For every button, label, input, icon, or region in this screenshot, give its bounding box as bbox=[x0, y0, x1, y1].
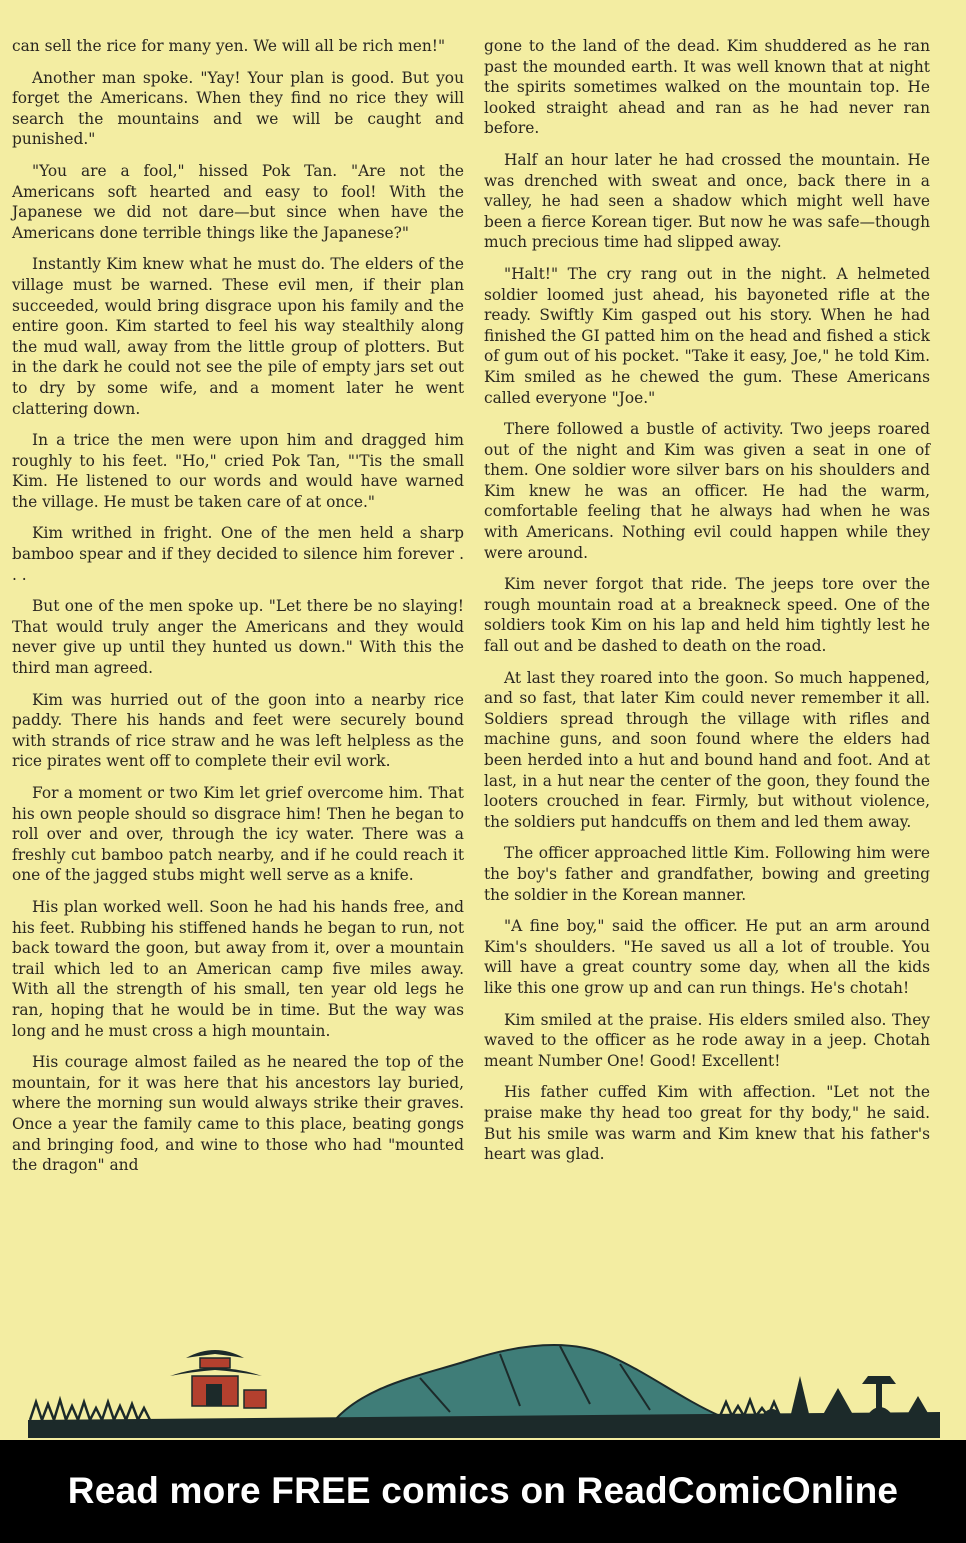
paragraph-left-1: can sell the rice for many yen. We will all be rich men!" bbox=[12, 37, 446, 55]
paragraph-left-7: But one of the men spoke up. "Let there be no slaying! That would truly anger the Americans and they would never give up until they hunted us down." With this the third man agreed. bbox=[12, 597, 464, 678]
paragraph-left-10: His plan worked well. Soon he had his hands free, and his feet. Rubbing his stiffened hands he began to run, not back toward the goon, but away from it, over a mountain trail which led to an American camp five miles away. With all the strength of his small, ten year old legs he ran, hoping that he would be in time. But the way was long and he must cross a high mountain. bbox=[12, 897, 464, 1040]
paragraph-left-5: In a trice the men were upon him and dragged him roughly to his feet. "Ho," cried Pok Tan, "'Tis the small Kim. He listened to our words and would have warned the village. He must be taken care of at once." bbox=[12, 431, 464, 511]
paragraph-right-3: "Halt!" The cry rang out in the night. A helmeted soldier loomed just ahead, his bayoneted rifle at the ready. Swiftly Kim gasped out his story. When he had finished the GI patted him on the head and fished a stick of gum out of his pocket. "Take it easy, Joe," he told Kim. Kim smiled as he chewed the gum. These Americans called everyone "Joe." bbox=[484, 264, 930, 407]
footer-banner bbox=[0, 1440, 966, 1543]
pagoda-house bbox=[170, 1350, 266, 1408]
paragraph-left-6: Kim writhed in fright. One of the men held a sharp bamboo spear and if they decided to silence him forever . . . bbox=[12, 524, 464, 584]
paragraph-left-3: "You are a fool," hissed Pok Tan. "Are not the Americans soft hearted and easy to fool! With the Japanese we did not dare—but since when have the Americans done terrible things like the Japanese?" bbox=[12, 161, 464, 242]
korean-landscape-illustration bbox=[0, 1316, 966, 1440]
paragraph-right-9: Kim smiled at the praise. His elders smiled also. They waved to the officer as he rode away in a jeep. Chotah meant Number One! Good! Excellent! bbox=[484, 1010, 930, 1070]
paragraph-right-7: The officer approached little Kim. Following him were the boy's father and grandfather, bowing and greeting the soldier in the Korean manner. bbox=[484, 844, 930, 904]
story-right-column bbox=[484, 36, 930, 1176]
paragraph-left-9: For a moment or two Kim let grief overcome him. That his own people should so disgrace him! Then he began to roll over and over, through the icy water. There was a freshly cut bamboo patch nearby, and if he could reach it one of the jagged stubs might well serve as a knife. bbox=[12, 784, 464, 885]
story-left-column bbox=[12, 36, 464, 1187]
paragraph-left-11: His courage almost failed as he neared the top of the mountain, for it was here that his ancestors lay buried, where the morning sun would always strike their graves. Once a year the family came to this place, beating gongs and bringing food, and wine to those who had "mounted the dragon" and bbox=[12, 1053, 464, 1175]
paragraph-right-4: There followed a bustle of activity. Two jeeps roared out of the night and Kim was given a seat in one of them. One soldier wore silver bars on his shoulders and Kim knew he was an officer. He had the warm, comfortable feeling that he always had when he was with Americans. Nothing evil could happen while they were around. bbox=[484, 420, 930, 562]
paragraph-left-8: Kim was hurried out of the goon into a nearby rice paddy. There his hands and feet were securely bound with strands of rice straw and he was left helpless as the rice pirates went off to complete their evil work. bbox=[12, 690, 464, 771]
paragraph-right-6: At last they roared into the goon. So much happened, and so fast, that later Kim could never remember it all. Soldiers spread through the village with rifles and machine guns, and soon found where the elders had been herded into a hut and bound hand and foot. And at last, in a hut near the center of the goon, they found the looters crouched in fear. Firmly, but without violence, the soldiers put handcuffs on them and led them away. bbox=[484, 668, 930, 831]
paragraph-right-10: His father cuffed Kim with affection. "Let not the praise make thy head too great for thy body," he said. But his smile was warm and Kim knew that his father's heart was glad. bbox=[484, 1083, 930, 1164]
paragraph-right-5: Kim never forgot that ride. The jeeps tore over the rough mountain road at a breakneck speed. One of the soldiers took Kim on his lap and held him tightly lest he fall out and be dashed to death on the road. bbox=[484, 575, 930, 656]
paragraph-right-2: Half an hour later he had crossed the mountain. He was drenched with sweat and once, back there in a valley, he had seen a shadow which might well have been a fierce Korean tiger. But now he was safe—though much precious time had slipped away. bbox=[484, 150, 930, 252]
paragraph-right-8: "A fine boy," said the officer. He put an arm around Kim's shoulders. "He saved us all a lot of trouble. You will have a great country some day, when all the kids like this one grow up and can run things. He's chotah! bbox=[484, 917, 930, 997]
paragraph-right-1: gone to the land of the dead. Kim shuddered as he ran past the mounded earth. It was well known that at night the spirits sometimes walked on the mountain top. He looked straight ahead and ran as he had never ran before. bbox=[484, 37, 930, 138]
paragraph-left-2: Another man spoke. "Yay! Your plan is good. But you forget the Americans. When they find no rice they will search the mountains and we will be caught and punished." bbox=[12, 68, 464, 149]
paragraph-left-4: Instantly Kim knew what he must do. The elders of the village must be warned. These evil men, if their plan succeeded, would bring disgrace upon his family and the entire goon. Kim started to feel his way stealthily along the mud wall, away from the little group of plotters. But in the dark he could not see the pile of empty jars set out to dry by some wife, and a moment later he went clattering down. bbox=[12, 255, 464, 418]
footer-banner-text[interactable]: Read more FREE comics on ReadComicOnline bbox=[67, 1470, 899, 1511]
